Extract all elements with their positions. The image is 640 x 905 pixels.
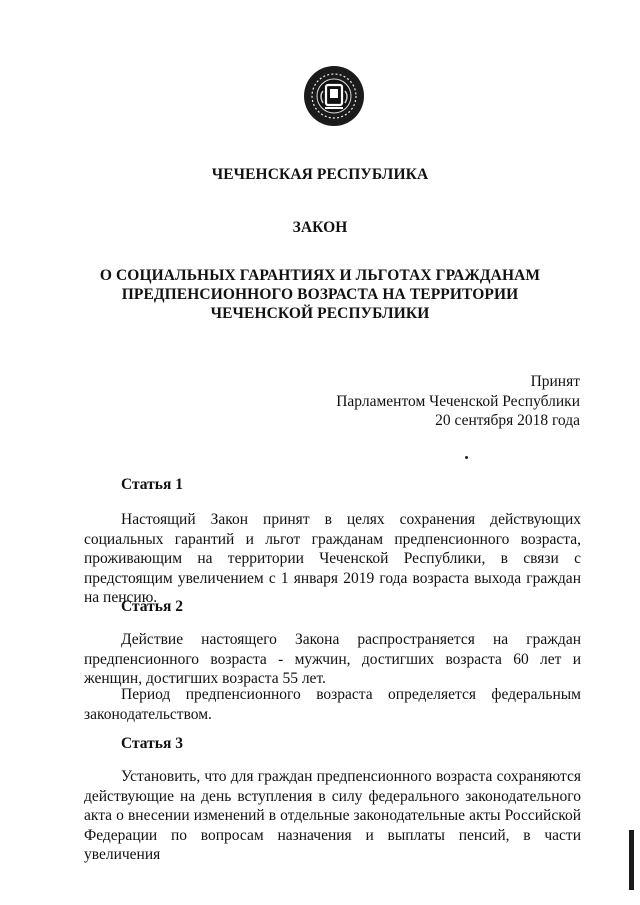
adoption-block (336, 372, 580, 431)
article-2-title: Статья 2 (121, 598, 183, 615)
adoption-body: Парламентом Чеченской Республики (336, 392, 580, 410)
article-3-paragraph: Установить, что для граждан предпенсионного возраста сохраняются действующие на день вступления в силу федерального законодательного акта о внесении изменений в отдельные законодательные акты Российской Федерации по вопросам назначения и выплаты пенсий, в части увеличения (84, 768, 581, 863)
document-type: ЗАКОН (292, 219, 348, 236)
scan-edge-mark (629, 830, 634, 890)
article-2-paragraph: Действие настоящего Закона распространяется на граждан предпенсионного возраста - мужчин, достигших возраста 60 лет и женщин, достигших возраста 55 лет. (84, 631, 581, 687)
law-title (0, 266, 640, 323)
republic-emblem-icon (303, 65, 365, 127)
scan-speck (465, 456, 468, 459)
article-1-paragraph: Настоящий Закон принят в целях сохранения действующих социальных гарантий и льгот гражданам предпенсионного возраста, проживающим на территории Чеченской Республики, в связи с предстоящим увеличением с 1 января 2019 года возраста выхода граждан на пенсию. (84, 511, 581, 606)
law-title-line: ЧЕЧЕНСКОЙ РЕСПУБЛИКИ (210, 305, 430, 322)
adoption-date: 20 сентября 2018 года (435, 412, 580, 429)
article-1-title: Статья 1 (121, 476, 183, 493)
adoption-label: Принят (530, 373, 580, 390)
republic-heading: ЧЕЧЕНСКАЯ РЕСПУБЛИКА (211, 166, 429, 183)
law-title-line: О СОЦИАЛЬНЫХ ГАРАНТИЯХ И ЛЬГОТАХ ГРАЖДАНАМ (99, 267, 541, 284)
article-3-title: Статья 3 (121, 735, 183, 752)
article-2-paragraph: Период предпенсионного возраста определяется федеральным законодательством. (84, 686, 581, 723)
law-title-line: ПРЕДПЕНСИОННОГО ВОЗРАСТА НА ТЕРРИТОРИИ (121, 286, 519, 303)
